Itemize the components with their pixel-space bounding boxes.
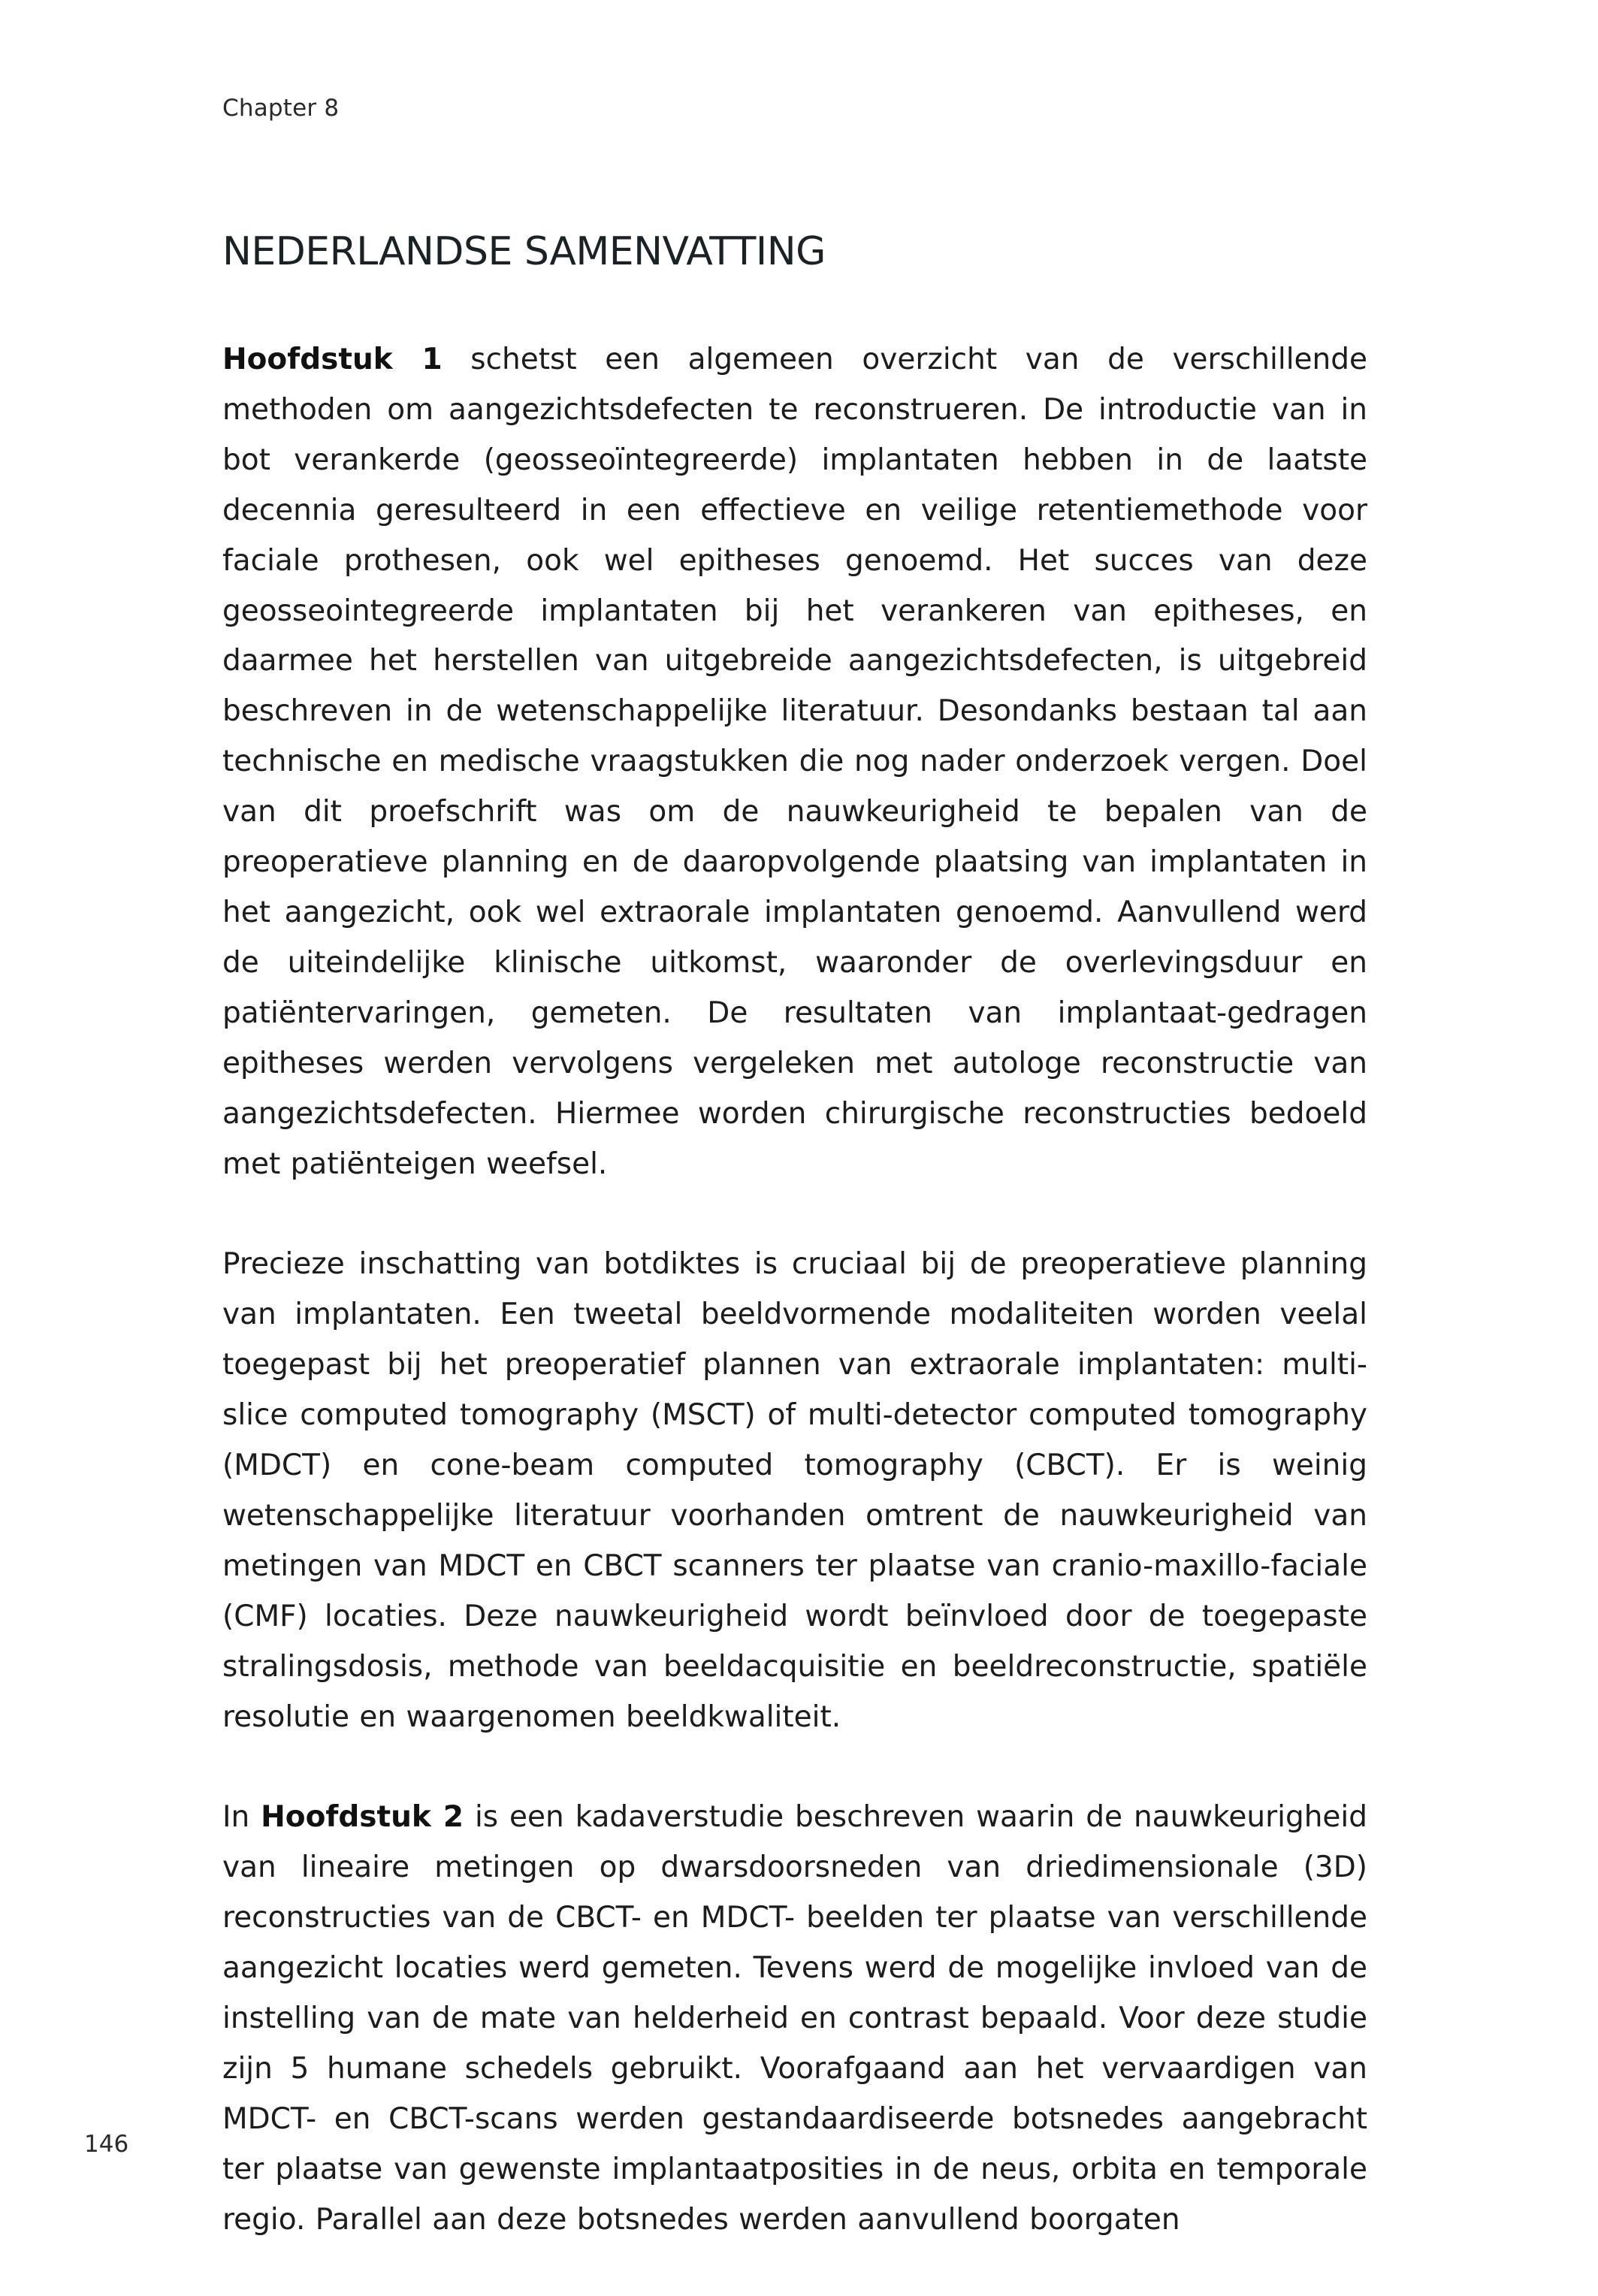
bold-chapter-ref: Hoofdstuk 2 [261,1800,464,1835]
paragraph-hoofdstuk-2 [222,1793,1367,2245]
chapter-title: NEDERLANDSE SAMENVATTING [222,229,826,274]
paragraph-text: Precieze inschatting van botdiktes is cruciaal bij de preoperatieve planning van implantaten. Een tweetal beeldvormende modaliteiten worden veelal toegepast bij het preoperatief plannen van extraorale implantaten: multi-slice computed tomography (MSCT) of multi-detector computed tomography (MDCT) en cone-beam computed tomography (CBCT). Er is weinig wetenschappelijke literatuur voorhanden omtrent de nauwkeurigheid van metingen van MDCT en CBCT scanners ter plaatse van cranio-maxillo-faciale (CMF) locaties. Deze nauwkeurigheid wordt beïnvloed door de toegepaste stralingsdosis, methode van beeldacquisitie en beeldreconstructie, spatiële resolutie en waargenomen beeldkwaliteit. [222,1247,1367,1734]
paragraph-hoofdstuk-1 [222,335,1367,1189]
bold-chapter-ref: Hoofdstuk 1 [222,343,443,376]
paragraph-text: is een kadaverstudie beschreven waarin de nauwkeurigheid van lineaire metingen op dwarsdoorsneden van driedimensionale (3D) reconstructies van de CBCT- en MDCT- beelden ter plaatse van verschillende aangezicht locaties werd gemeten. Tevens werd de mogelijke invloed van de instelling van de mate van helderheid en contrast bepaald. Voor deze studie zijn 5 humane schedels gebruikt. Voorafgaand aan het vervaardigen van MDCT- en CBCT-scans werden gestandaardiseerde botsnedes aangebracht ter plaatse van gewenste implantaatposities in de neus, orbita en temporale regio. Parallel aan deze botsnedes werden aanvullend boorgaten [222,1800,1368,2237]
paragraph-prefix: In [222,1800,261,1835]
page-number: 146 [84,2131,129,2158]
running-header: Chapter 8 [222,95,340,122]
paragraph-text: schetst een algemeen overzicht van de verschillende methoden om aangezichtsdefecten te reconstrueren. De introductie van in bot verankerde (geosseoïntegreerde) implantaten hebben in de laatste decennia geresulteerd in een effectieve en veilige retentiemethode voor faciale prothesen, ook wel epitheses genoemd. Het succes van deze geosseointegreerde implantaten bij het verankeren van epitheses, en daarmee het herstellen van uitgebreide aangezichtsdefecten, is uitgebreid beschreven in de wetenschappelijke literatuur. Desondanks bestaan tal aan technische en medische vraagstukken die nog nader onderzoek vergen. Doel van dit proefschrift was om de nauwkeurigheid te bepalen van de preoperatieve planning en de daaropvolgende plaatsing van implantaten in het aangezicht, ook wel extraorale implantaten genoemd. Aanvullend werd de uiteindelijke klinische uitkomst, waaronder de overlevingsduur en patiëntervaringen, gemeten. De resultaten van implantaat-gedragen epitheses werden vervolgens vergeleken met autologe reconstructie van aangezichtsdefecten. Hiermee worden chirurgische reconstructies bedoeld met patiënteigen weefsel. [222,343,1367,1181]
paragraph-imaging [222,1240,1367,1742]
body-text [222,335,1367,2296]
